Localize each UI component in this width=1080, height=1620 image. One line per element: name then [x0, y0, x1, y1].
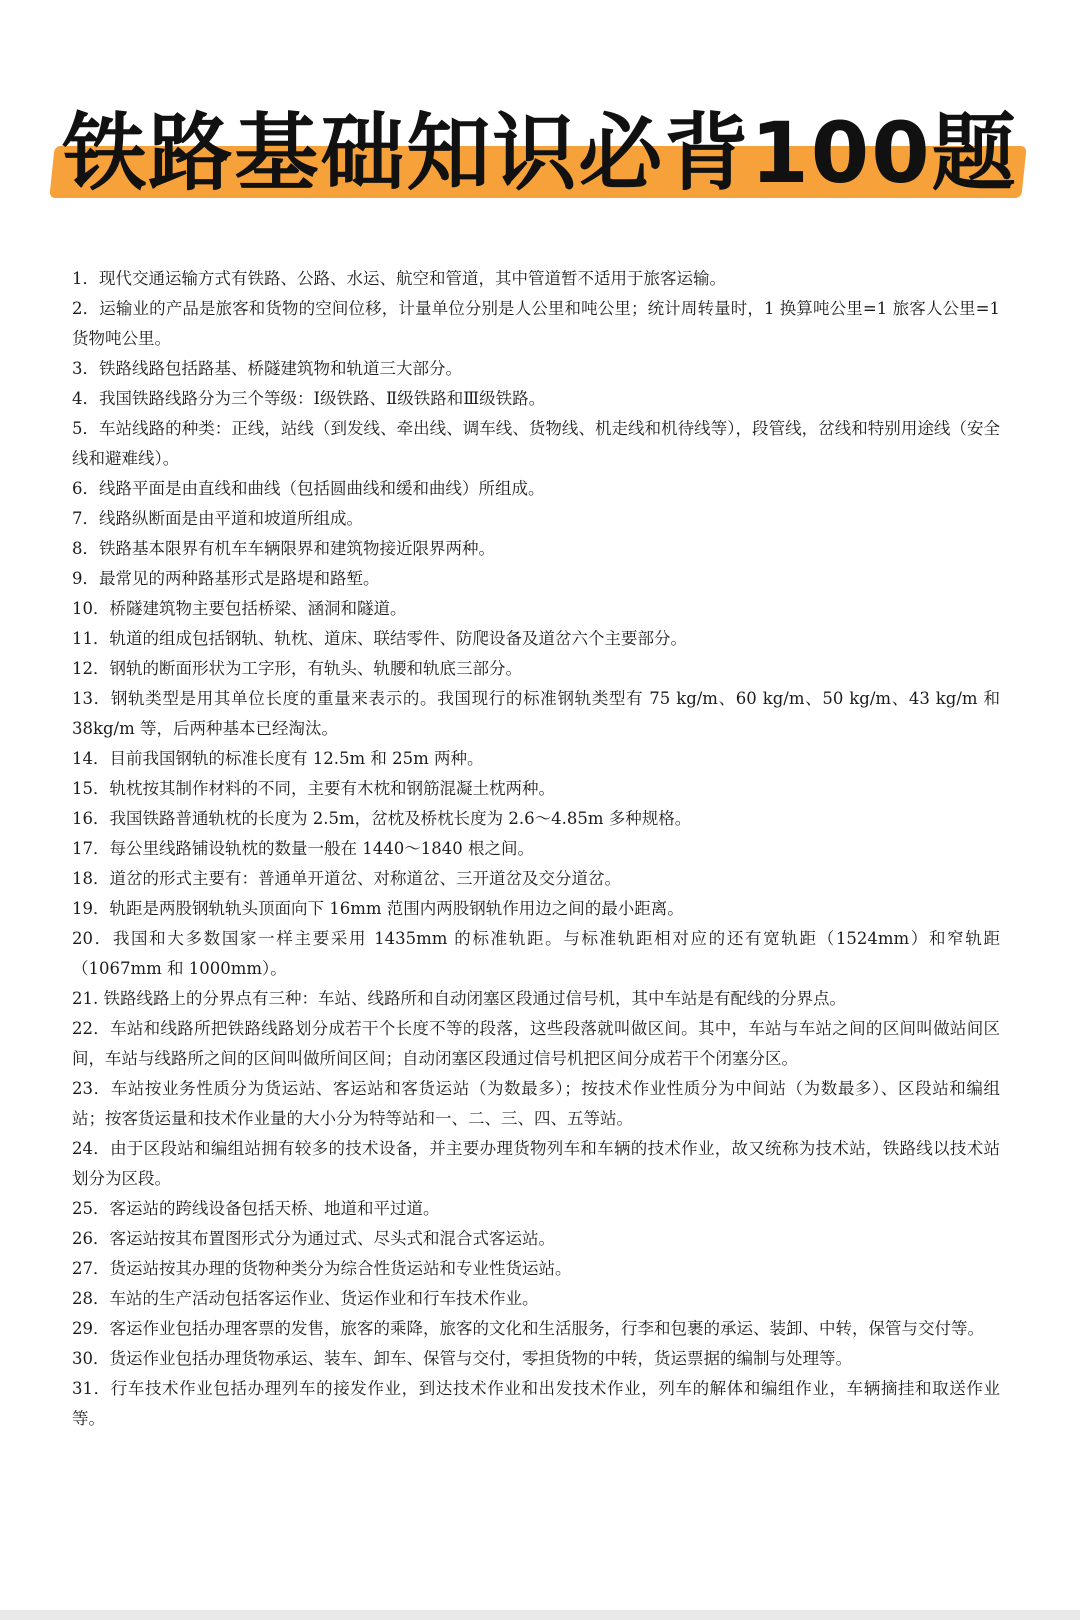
- list-item: 13．钢轨类型是用其单位长度的重量来表示的。我国现行的标准钢轨类型有 75 kg/m、60 kg/m、50 kg/m、43 kg/m 和 38kg/m 等，后两种基本已经淘汰。: [72, 689, 1000, 738]
- list-item: 22．车站和线路所把铁路线路划分成若干个长度不等的段落，这些段落就叫做区间。其中，车站与车站之间的区间叫做站间区间，车站与线路所之间的区间叫做所间区间；自动闭塞区段通过信号机把区间分成若干个闭塞分区。: [72, 1019, 1000, 1068]
- question-list: [72, 264, 1000, 1434]
- list-item: 5．车站线路的种类：正线，站线（到发线、牵出线、调车线、货物线、机走线和机待线等），段管线，岔线和特别用途线（安全线和避难线）。: [72, 419, 1000, 468]
- list-item: 1．现代交通运输方式有铁路、公路、水运、航空和管道，其中管道暂不适用于旅客运输。: [72, 269, 726, 288]
- list-item: 6．线路平面是由直线和曲线（包括圆曲线和缓和曲线）所组成。: [72, 479, 545, 498]
- list-item: 4．我国铁路线路分为三个等级：Ⅰ级铁路、Ⅱ级铁路和Ⅲ级铁路。: [72, 389, 546, 408]
- list-item: 31．行车技术作业包括办理列车的接发作业，到达技术作业和出发技术作业，列车的解体和编组作业，车辆摘挂和取送作业等。: [72, 1379, 1000, 1428]
- bottom-edge: [0, 1610, 1080, 1620]
- list-item: 30．货运作业包括办理货物承运、装车、卸车、保管与交付，零担货物的中转，货运票据的编制与处理等。: [72, 1349, 852, 1368]
- list-item: 20．我国和大多数国家一样主要采用 1435mm 的标准轨距。与标准轨距相对应的还有宽轨距（1524mm）和窄轨距（1067mm 和 1000mm）。: [72, 929, 1000, 978]
- list-item: 28．车站的生产活动包括客运作业、货运作业和行车技术作业。: [72, 1289, 539, 1308]
- list-item: 25．客运站的跨线设备包括天桥、地道和平过道。: [72, 1199, 440, 1218]
- list-item: 16．我国铁路普通轨枕的长度为 2.5m，岔枕及桥枕长度为 2.6～4.85m 多种规格。: [72, 809, 692, 828]
- list-item: 14．目前我国钢轨的标准长度有 12.5m 和 25m 两种。: [72, 749, 484, 768]
- list-item: 17．每公里线路铺设轨枕的数量一般在 1440～1840 根之间。: [72, 839, 534, 858]
- list-item: 21. 铁路线路上的分界点有三种：车站、线路所和自动闭塞区段通过信号机，其中车站是有配线的分界点。: [72, 989, 846, 1008]
- list-item: 12．钢轨的断面形状为工字形，有轨头、轨腰和轨底三部分。: [72, 659, 522, 678]
- list-item: 19．轨距是两股钢轨轨头顶面向下 16mm 范围内两股钢轨作用边之间的最小距离。: [72, 899, 684, 918]
- list-item: 23．车站按业务性质分为货运站、客运站和客货运站（为数最多）；按技术作业性质分为中间站（为数最多）、区段站和编组站；按客货运量和技术作业量的大小分为特等站和一、二、三、四、五等站。: [72, 1079, 1000, 1128]
- list-item: 8．铁路基本限界有机车车辆限界和建筑物接近限界两种。: [72, 539, 495, 558]
- list-item: 7．线路纵断面是由平道和坡道所组成。: [72, 509, 363, 528]
- list-item: 3．铁路线路包括路基、桥隧建筑物和轨道三大部分。: [72, 359, 462, 378]
- list-item: 10．桥隧建筑物主要包括桥梁、涵洞和隧道。: [72, 599, 407, 618]
- list-item: 29．客运作业包括办理客票的发售，旅客的乘降，旅客的文化和生活服务，行李和包裹的承运、装卸、中转，保管与交付等。: [72, 1319, 984, 1338]
- list-item: 15．轨枕按其制作材料的不同，主要有木枕和钢筋混凝土枕两种。: [72, 779, 555, 798]
- list-item: 2．运输业的产品是旅客和货物的空间位移，计量单位分别是人公里和吨公里；统计周转量时，1 换算吨公里=1 旅客人公里=1 货物吨公里。: [72, 299, 1000, 348]
- list-item: 11．轨道的组成包括钢轨、轨枕、道床、联结零件、防爬设备及道岔六个主要部分。: [72, 629, 687, 648]
- list-item: 18．道岔的形式主要有：普通单开道岔、对称道岔、三开道岔及交分道岔。: [72, 869, 621, 888]
- page-title: 铁路基础知识必背100题: [62, 104, 1018, 202]
- list-item: 24．由于区段站和编组站拥有较多的技术设备，并主要办理货物列车和车辆的技术作业，故又统称为技术站，铁路线以技术站划分为区段。: [72, 1139, 1000, 1188]
- list-item: 27．货运站按其办理的货物种类分为综合性货运站和专业性货运站。: [72, 1259, 572, 1278]
- title-block: [0, 100, 1080, 210]
- list-item: 26．客运站按其布置图形式分为通过式、尽头式和混合式客运站。: [72, 1229, 555, 1248]
- list-item: 9．最常见的两种路基形式是路堤和路堑。: [72, 569, 380, 588]
